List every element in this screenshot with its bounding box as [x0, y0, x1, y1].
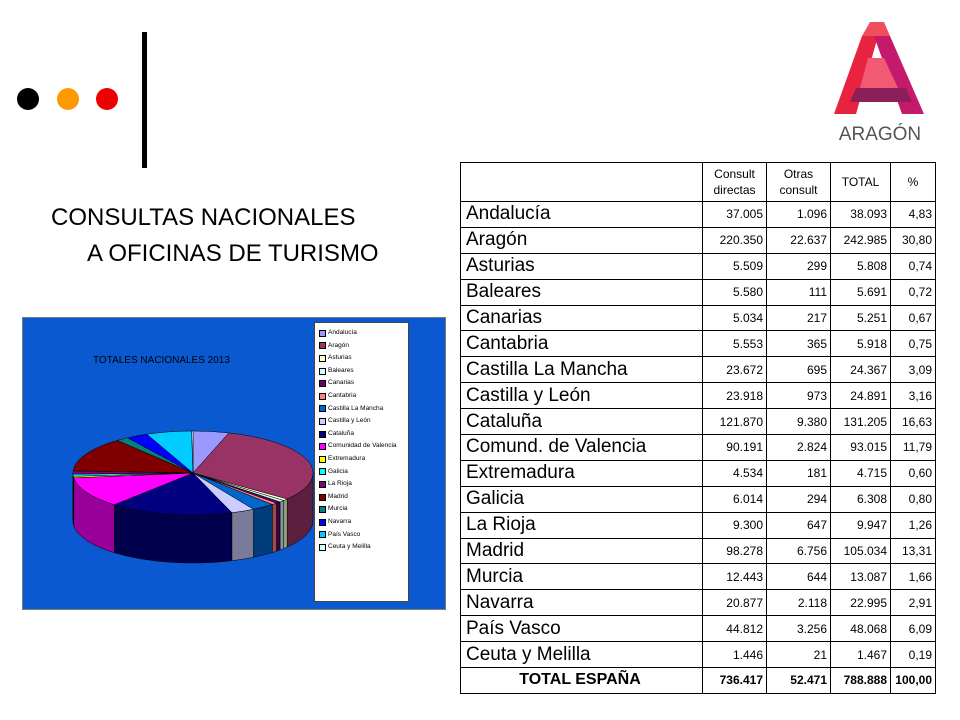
cell-value: 23.918	[703, 383, 767, 409]
cell-value: 9.300	[703, 512, 767, 538]
cell-value: 48.068	[831, 616, 891, 642]
cell-value: 37.005	[703, 202, 767, 228]
cell-value: 217	[767, 305, 831, 331]
cell-value: 12.443	[703, 564, 767, 590]
cell-value: 0,60	[891, 460, 936, 486]
cell-value: 24.367	[831, 357, 891, 383]
cell-region: Canarias	[461, 305, 703, 331]
legend-swatch	[319, 519, 326, 526]
table-row	[461, 486, 936, 512]
cell-value: 1.467	[831, 642, 891, 668]
cell-value: 973	[767, 383, 831, 409]
logo-text: ARAGÓN	[838, 124, 922, 145]
cell-region: La Rioja	[461, 512, 703, 538]
pie-slice-side	[276, 502, 280, 551]
pie-slice-side	[272, 503, 276, 552]
legend-item	[319, 403, 406, 416]
cell-value: 294	[767, 486, 831, 512]
aragon-logo	[826, 18, 934, 152]
cell-value: 121.870	[703, 409, 767, 435]
cell-value: 5.808	[831, 253, 891, 279]
consultas-table	[460, 162, 936, 694]
total-value: 788.888	[831, 668, 891, 694]
cell-value: 13,31	[891, 538, 936, 564]
header-percent: %	[891, 163, 936, 202]
title-line-2: A OFICINAS DE TURISMO	[87, 240, 379, 267]
legend-label: Asturias	[328, 354, 352, 362]
cell-value: 98.278	[703, 538, 767, 564]
legend-item	[319, 327, 406, 340]
cell-region: Cantabria	[461, 331, 703, 357]
cell-value: 695	[767, 357, 831, 383]
cell-value: 1.096	[767, 202, 831, 228]
legend-swatch	[319, 368, 326, 375]
legend-label: Ceuta y Melilla	[328, 543, 371, 551]
table-row	[461, 357, 936, 383]
cell-value: 2.118	[767, 590, 831, 616]
cell-value: 44.812	[703, 616, 767, 642]
total-value: 100,00	[891, 668, 936, 694]
table-total-row	[461, 668, 936, 694]
cell-value: 2.824	[767, 435, 831, 461]
chart-title: TOTALES NACIONALES 2013	[93, 355, 230, 366]
total-value: 736.417	[703, 668, 767, 694]
cell-value: 105.034	[831, 538, 891, 564]
legend-swatch	[319, 393, 326, 400]
cell-region: Aragón	[461, 227, 703, 253]
orange-dot	[57, 88, 79, 110]
header-total: TOTAL	[831, 163, 891, 202]
cell-value: 299	[767, 253, 831, 279]
legend-item	[319, 415, 406, 428]
legend-swatch	[319, 468, 326, 475]
cell-region: País Vasco	[461, 616, 703, 642]
cell-value: 20.877	[703, 590, 767, 616]
table-header-row	[461, 163, 936, 202]
cell-value: 5.580	[703, 279, 767, 305]
legend-swatch	[319, 531, 326, 538]
cell-value: 220.350	[703, 227, 767, 253]
pie-slice-side	[280, 501, 284, 550]
cell-value: 0,75	[891, 331, 936, 357]
table-row	[461, 305, 936, 331]
cell-region: Ceuta y Melilla	[461, 642, 703, 668]
cell-value: 4,83	[891, 202, 936, 228]
cell-value: 3,09	[891, 357, 936, 383]
table-row	[461, 279, 936, 305]
cell-value: 4.715	[831, 460, 891, 486]
cell-value: 38.093	[831, 202, 891, 228]
table-row	[461, 253, 936, 279]
legend-label: Castilla La Mancha	[328, 404, 384, 412]
legend-label: País Vasco	[328, 530, 361, 538]
legend-label: Murcia	[328, 505, 348, 513]
cell-value: 0,74	[891, 253, 936, 279]
legend-label: Comunidad de Valencia	[328, 442, 397, 450]
cell-region: Galicia	[461, 486, 703, 512]
cell-region: Comund. de Valencia	[461, 435, 703, 461]
legend-swatch	[319, 443, 326, 450]
cell-value: 90.191	[703, 435, 767, 461]
cell-value: 131.205	[831, 409, 891, 435]
cell-value: 2,91	[891, 590, 936, 616]
legend-item	[319, 478, 406, 491]
cell-value: 5.691	[831, 279, 891, 305]
logo-a-peak	[862, 22, 890, 36]
legend-swatch	[319, 405, 326, 412]
legend-item	[319, 352, 406, 365]
legend-item	[319, 516, 406, 529]
cell-value: 16,63	[891, 409, 936, 435]
legend-label: Cantabria	[328, 391, 357, 399]
legend-swatch	[319, 544, 326, 551]
legend-label: Cataluña	[328, 429, 355, 437]
table-row	[461, 512, 936, 538]
cell-region: Madrid	[461, 538, 703, 564]
cell-region: Castilla La Mancha	[461, 357, 703, 383]
legend-swatch	[319, 481, 326, 488]
cell-region: Extremadura	[461, 460, 703, 486]
legend-label: Canarias	[328, 379, 355, 387]
cell-value: 22.637	[767, 227, 831, 253]
legend-label: Castilla y León	[328, 417, 371, 425]
cell-value: 3.256	[767, 616, 831, 642]
pie-slice-side	[253, 505, 272, 558]
legend-item	[319, 340, 406, 353]
total-value: 52.471	[767, 668, 831, 694]
legend-item	[319, 541, 406, 554]
cell-value: 21	[767, 642, 831, 668]
legend-label: Andalucía	[328, 329, 357, 336]
cell-value: 0,19	[891, 642, 936, 668]
cell-value: 644	[767, 564, 831, 590]
pie-slice-side	[232, 509, 254, 560]
table-row	[461, 409, 936, 435]
legend-swatch	[319, 494, 326, 501]
cell-region: Murcia	[461, 564, 703, 590]
title-line-1: CONSULTAS NACIONALES	[51, 204, 356, 231]
black-dot	[17, 88, 39, 110]
cell-value: 11,79	[891, 435, 936, 461]
cell-value: 5.918	[831, 331, 891, 357]
cell-value: 1,66	[891, 564, 936, 590]
pie-slice-side	[284, 499, 288, 548]
cell-value: 181	[767, 460, 831, 486]
table-row	[461, 616, 936, 642]
cell-value: 0,67	[891, 305, 936, 331]
legend-swatch	[319, 355, 326, 362]
table-row	[461, 435, 936, 461]
cell-region: Castilla y León	[461, 383, 703, 409]
legend-item	[319, 466, 406, 479]
table-row	[461, 331, 936, 357]
cell-value: 647	[767, 512, 831, 538]
legend-item	[319, 503, 406, 516]
cell-value: 6.014	[703, 486, 767, 512]
cell-value: 3,16	[891, 383, 936, 409]
cell-value: 0,80	[891, 486, 936, 512]
cell-value: 111	[767, 279, 831, 305]
legend-label: La Rioja	[328, 480, 352, 488]
cell-value: 1.446	[703, 642, 767, 668]
total-label: TOTAL ESPAÑA	[461, 668, 703, 694]
legend-item	[319, 377, 406, 390]
table-row	[461, 564, 936, 590]
cell-value: 6.756	[767, 538, 831, 564]
cell-value: 9.947	[831, 512, 891, 538]
legend-item	[319, 428, 406, 441]
legend-label: Madrid	[328, 492, 348, 500]
cell-value: 5.034	[703, 305, 767, 331]
header-consult-directas: Consult directas	[703, 163, 767, 202]
legend-swatch	[319, 418, 326, 425]
legend-swatch	[319, 456, 326, 463]
table-row	[461, 460, 936, 486]
cell-region: Andalucía	[461, 202, 703, 228]
table-row	[461, 538, 936, 564]
cell-region: Navarra	[461, 590, 703, 616]
cell-value: 5.251	[831, 305, 891, 331]
cell-value: 24.891	[831, 383, 891, 409]
cell-value: 30,80	[891, 227, 936, 253]
cell-value: 22.995	[831, 590, 891, 616]
cell-value: 6,09	[891, 616, 936, 642]
cell-value: 13.087	[831, 564, 891, 590]
cell-value: 5.509	[703, 253, 767, 279]
legend-label: Aragón	[328, 341, 349, 349]
legend-swatch	[319, 506, 326, 513]
cell-value: 1,26	[891, 512, 936, 538]
legend-swatch	[319, 380, 326, 387]
cell-value: 365	[767, 331, 831, 357]
cell-value: 6.308	[831, 486, 891, 512]
legend-label: Galicia	[328, 467, 348, 475]
cell-value: 93.015	[831, 435, 891, 461]
legend-item	[319, 491, 406, 504]
table-row	[461, 227, 936, 253]
cell-value: 0,72	[891, 279, 936, 305]
cell-region: Asturias	[461, 253, 703, 279]
red-dot	[96, 88, 118, 110]
legend-item	[319, 453, 406, 466]
cell-value: 4.534	[703, 460, 767, 486]
legend-swatch	[319, 342, 326, 349]
vertical-divider	[142, 32, 147, 168]
cell-value: 242.985	[831, 227, 891, 253]
cell-value: 23.672	[703, 357, 767, 383]
logo-a-bar	[850, 88, 912, 102]
legend-swatch	[319, 330, 326, 337]
legend-label: Baleares	[328, 366, 354, 374]
table-row	[461, 642, 936, 668]
legend-item	[319, 529, 406, 542]
cell-region: Baleares	[461, 279, 703, 305]
header-otras-consult: Otras consult	[767, 163, 831, 202]
cell-value: 5.553	[703, 331, 767, 357]
table-row	[461, 202, 936, 228]
pie-chart	[22, 317, 446, 610]
page-title	[51, 200, 379, 272]
header-region	[461, 163, 703, 202]
table-row	[461, 590, 936, 616]
chart-legend	[314, 322, 409, 602]
legend-item	[319, 390, 406, 403]
legend-item	[319, 440, 406, 453]
cell-value: 9.380	[767, 409, 831, 435]
legend-swatch	[319, 431, 326, 438]
legend-label: Navarra	[328, 517, 352, 525]
legend-label: Extremadura	[328, 454, 366, 462]
cell-region: Cataluña	[461, 409, 703, 435]
table-row	[461, 383, 936, 409]
legend-item	[319, 365, 406, 378]
